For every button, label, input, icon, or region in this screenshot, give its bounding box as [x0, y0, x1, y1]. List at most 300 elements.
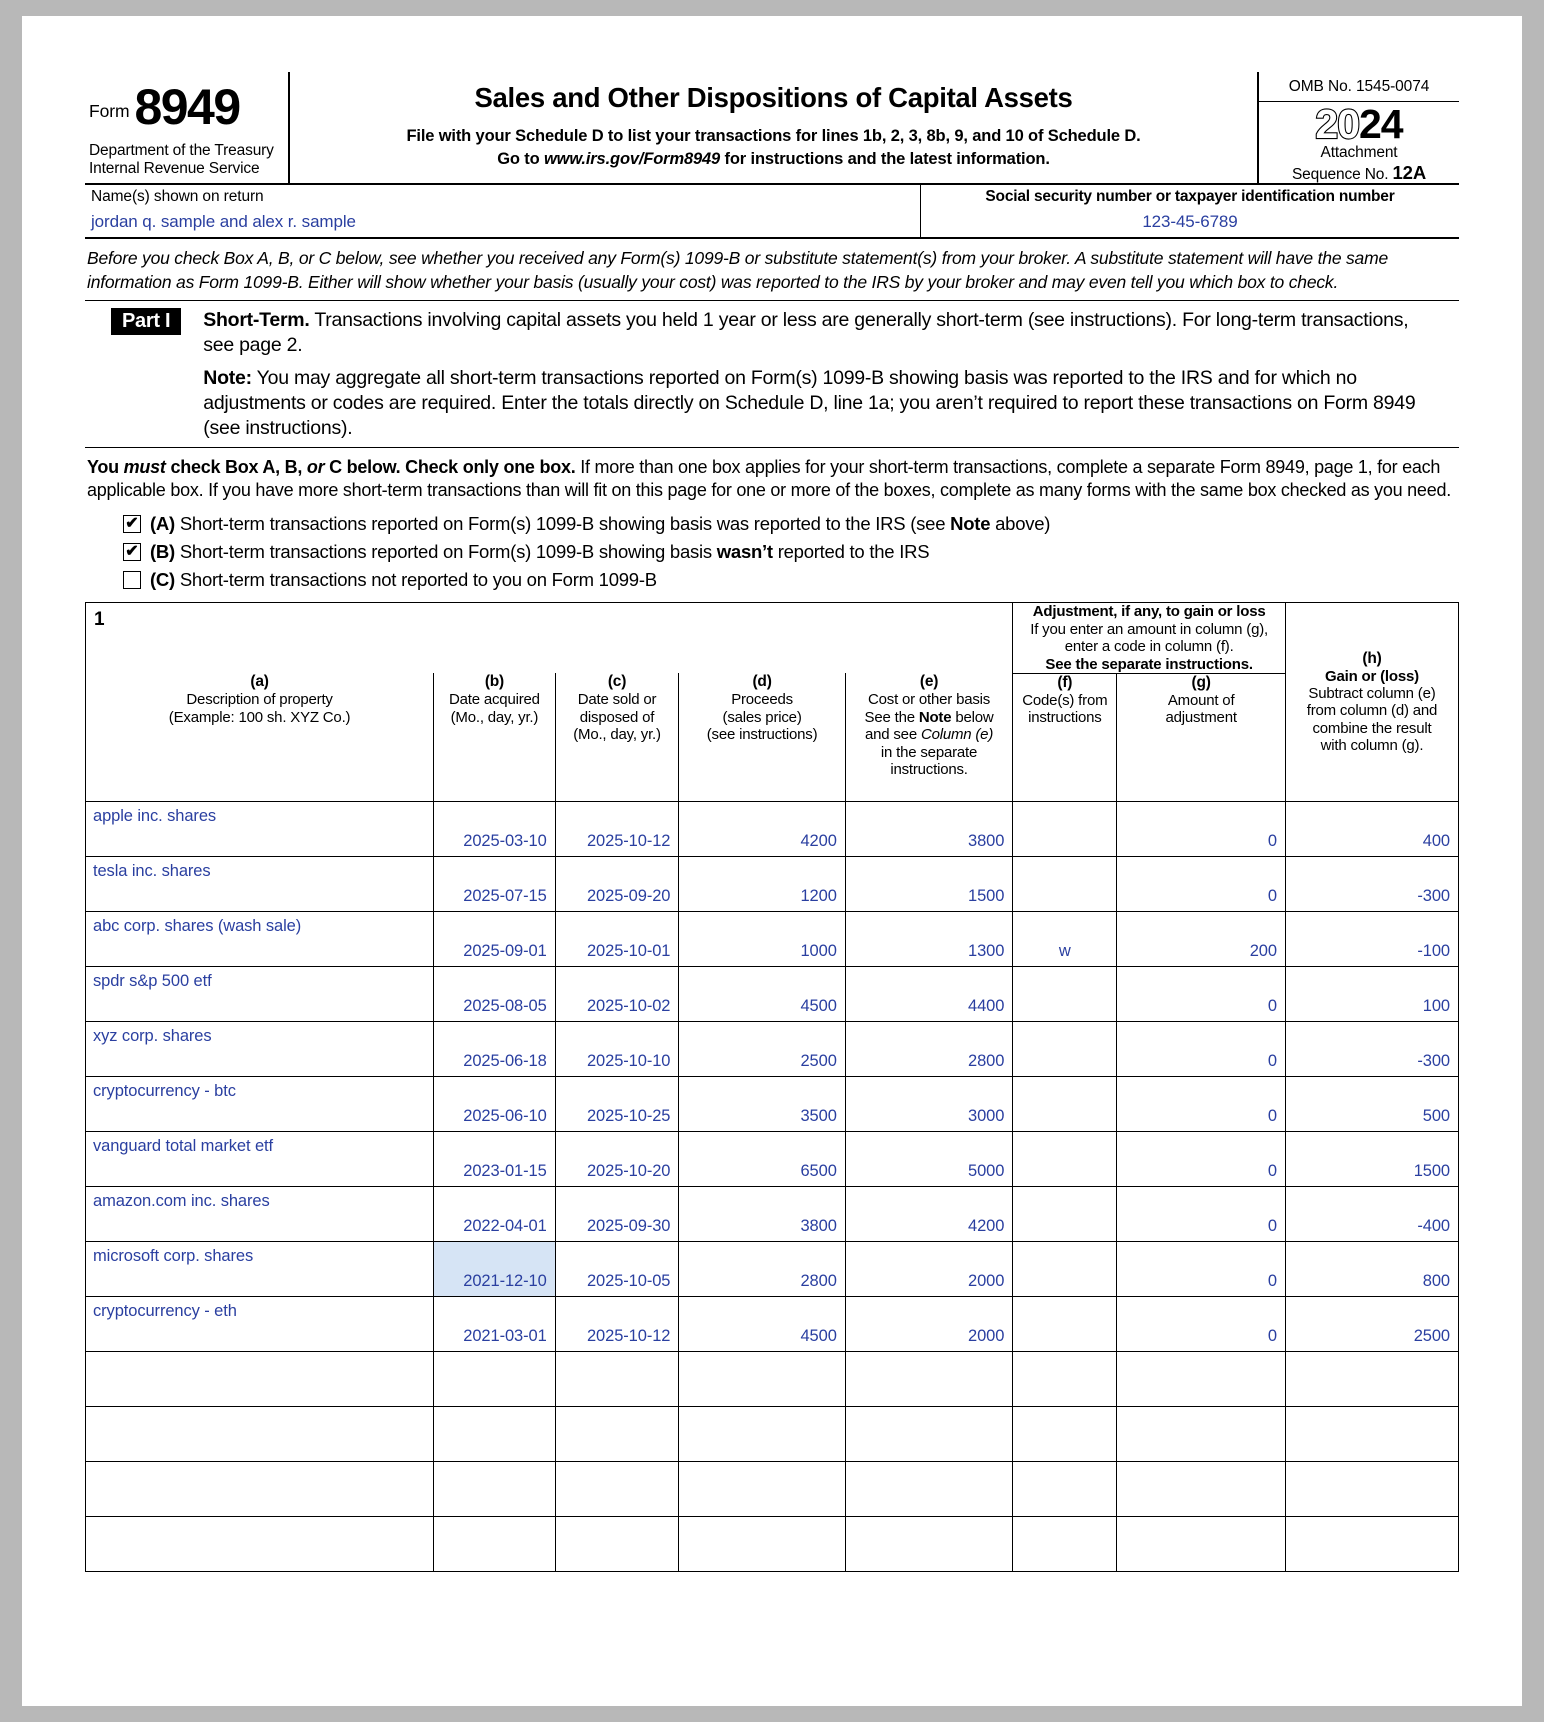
cell-empty[interactable]	[845, 1351, 1013, 1406]
cell-adjustment[interactable]	[1117, 911, 1286, 966]
column-e-line-3	[846, 726, 1013, 743]
column-f-line-2: instructions	[1028, 709, 1102, 727]
cell-value: 0	[1267, 996, 1277, 1015]
cell-gain-loss[interactable]	[1285, 801, 1458, 856]
column-c-header	[555, 673, 679, 801]
column-d-line-2: (sales price)	[722, 708, 802, 726]
cell-value: 5000	[968, 1161, 1005, 1180]
cell-proceeds[interactable]	[679, 856, 845, 911]
header-subtitle	[296, 125, 1251, 172]
table-column-headers	[86, 673, 1459, 801]
column-e-tag: (e)	[919, 673, 939, 691]
cell-cost-basis[interactable]	[845, 1296, 1013, 1351]
cell-adjustment[interactable]	[1117, 856, 1286, 911]
cell-code[interactable]	[1013, 1021, 1117, 1076]
cell-value: 800	[1422, 1271, 1450, 1290]
checkbox-a-text-after: above)	[990, 512, 1051, 534]
cell-empty[interactable]	[86, 1461, 434, 1516]
cell-date-sold[interactable]	[555, 1241, 679, 1296]
must-check-rest: If more than one box applies for your short-term transactions, complete a separate Form 8949, page 1, for each applicable box. If you have more short-term transactions than will fit on this page for one or more of the boxes, complete as many forms with the same box checked as you need.	[87, 456, 1451, 500]
cell-empty[interactable]	[679, 1516, 845, 1571]
cell-value: 2025-10-02	[586, 996, 671, 1015]
table-rows-body	[86, 801, 1459, 1571]
part-one-note-line	[203, 366, 1429, 442]
part-one-heading: Short-Term.	[203, 308, 310, 331]
cell-description[interactable]	[86, 966, 434, 1021]
cell-value: 2025-06-10	[463, 1106, 547, 1125]
adjustment-line-3: See the separate instructions.	[1045, 655, 1253, 673]
adjustment-group-header	[1013, 603, 1286, 674]
column-c-line-2: disposed of	[579, 708, 655, 726]
column-b-header	[434, 673, 556, 801]
cell-value: 0	[1267, 1051, 1277, 1070]
cell-empty[interactable]	[1013, 1351, 1117, 1406]
column-e-l3-pre: and see	[864, 726, 921, 744]
column-g-line-2: adjustment	[1165, 709, 1237, 727]
before-you-check-notice: Before you check Box A, B, or C below, see whether you received any Form(s) 1099-B or substitute statement(s) from your broker. A substitute statement will have the same information as Form 1099-B. Either will show whether your basis (usually your cost) was reported to the IRS by your broker and may even tell you which box to check.	[85, 239, 1459, 301]
irs-url-link[interactable]: www.irs.gov/Form8949	[543, 150, 721, 169]
cell-value: 2025-03-10	[463, 831, 547, 850]
cell-adjustment[interactable]	[1117, 966, 1286, 1021]
agency-line-1: Department of the Treasury	[89, 142, 274, 160]
cell-value: 2021-03-01	[463, 1326, 547, 1345]
cell-adjustment[interactable]	[1117, 1021, 1286, 1076]
cell-date-sold[interactable]	[555, 966, 679, 1021]
table-row[interactable]	[86, 1186, 1459, 1241]
table-row-empty[interactable]	[86, 1516, 1459, 1571]
column-g-header	[1117, 673, 1286, 801]
column-b-tag: (b)	[484, 673, 505, 691]
cell-value: 0	[1267, 1106, 1277, 1125]
cell-description[interactable]	[86, 1076, 434, 1131]
cell-empty[interactable]	[1013, 1461, 1117, 1516]
cell-description[interactable]	[86, 1186, 434, 1241]
cell-value: 2800	[800, 1271, 837, 1290]
cell-empty[interactable]	[1117, 1516, 1286, 1571]
cell-proceeds[interactable]	[679, 911, 845, 966]
tax-year-hollow: 20	[1315, 101, 1359, 147]
cell-cost-basis[interactable]	[845, 1021, 1013, 1076]
cell-value: 2021-12-10	[463, 1271, 547, 1290]
cell-date-acquired[interactable]	[434, 1296, 556, 1351]
cell-empty[interactable]	[1117, 1461, 1286, 1516]
part-one-tag: Part I	[111, 308, 181, 335]
cell-empty[interactable]	[845, 1406, 1013, 1461]
adjustment-line-1: If you enter an amount in column (g),	[1030, 620, 1268, 638]
part-one-heading-rest: Transactions involving capital assets you held 1 year or less are generally short-term (see instructions). For long-term transactions, see page 2.	[203, 308, 1409, 357]
cell-proceeds[interactable]	[679, 966, 845, 1021]
cell-empty[interactable]	[845, 1516, 1013, 1571]
cell-date-acquired[interactable]	[434, 1186, 556, 1241]
cell-description[interactable]	[86, 1296, 434, 1351]
cell-empty[interactable]	[86, 1406, 434, 1461]
cell-date-acquired[interactable]	[434, 911, 556, 966]
table-row-empty[interactable]	[86, 1461, 1459, 1516]
cell-date-sold[interactable]	[555, 856, 679, 911]
cell-description[interactable]	[86, 1241, 434, 1296]
agency-name	[89, 142, 284, 181]
cell-value: 2025-09-30	[586, 1216, 671, 1235]
cell-date-sold[interactable]	[555, 1021, 679, 1076]
cell-value: w	[1058, 941, 1071, 960]
description-value: microsoft corp. shares	[93, 1246, 254, 1265]
column-d-tag: (d)	[752, 673, 772, 691]
cell-value: 500	[1422, 1106, 1450, 1125]
table-row[interactable]	[86, 1131, 1459, 1186]
checkbox-c-text-before: Short-term transactions not reported to you on Form 1099-B	[174, 568, 657, 590]
checkbox-c[interactable]	[123, 571, 141, 589]
cell-value: 0	[1267, 1216, 1277, 1235]
cell-value: 2022-04-01	[463, 1216, 547, 1235]
cell-adjustment[interactable]	[1117, 1186, 1286, 1241]
cell-value: -400	[1417, 1216, 1450, 1235]
column-h-bold: Gain or (loss)	[1325, 667, 1419, 685]
cell-gain-loss[interactable]	[1285, 1186, 1458, 1241]
column-d-line-1: Proceeds	[731, 691, 793, 709]
cell-value: 0	[1267, 1161, 1277, 1180]
checkbox-row-c[interactable]	[123, 566, 1459, 593]
cell-date-acquired[interactable]	[434, 801, 556, 856]
cell-code[interactable]	[1013, 1241, 1117, 1296]
cell-cost-basis[interactable]	[845, 966, 1013, 1021]
cell-value: 2025-10-01	[586, 941, 671, 960]
column-b-line-1: Date acquired	[449, 691, 540, 709]
cell-empty[interactable]	[845, 1461, 1013, 1516]
cell-code[interactable]	[1013, 1186, 1117, 1241]
cell-empty[interactable]	[555, 1516, 679, 1571]
cell-empty[interactable]	[1285, 1461, 1458, 1516]
cell-description[interactable]	[86, 856, 434, 911]
cell-value: 3500	[800, 1106, 837, 1125]
cell-code[interactable]	[1013, 856, 1117, 911]
part-one-heading-line	[203, 308, 1429, 359]
cell-value: 2000	[968, 1326, 1005, 1345]
table-row[interactable]	[86, 966, 1459, 1021]
column-c-tag: (c)	[607, 673, 627, 691]
tax-year	[1315, 101, 1403, 147]
column-e-line-5: instructions.	[890, 760, 968, 778]
must-check-em-or: or	[306, 456, 325, 477]
box-selection-group	[85, 510, 1459, 602]
cell-code[interactable]	[1013, 966, 1117, 1021]
checkbox-b-tag: (B)	[150, 540, 175, 562]
checkbox-b-bold-word: wasn’t	[716, 540, 773, 562]
cell-value: 2000	[968, 1271, 1005, 1290]
part-one-body	[203, 308, 1459, 442]
checkbox-a-tag: (A)	[150, 512, 175, 534]
checkbox-c-label	[150, 569, 657, 591]
goto-suffix: for instructions and the latest information.	[720, 150, 1050, 169]
cell-value: 2025-09-20	[586, 886, 671, 905]
page-title: Sales and Other Dispositions of Capital Assets	[474, 82, 1073, 113]
cell-cost-basis[interactable]	[845, 1131, 1013, 1186]
cell-cost-basis[interactable]	[845, 856, 1013, 911]
cell-date-sold[interactable]	[555, 801, 679, 856]
cell-value: -100	[1417, 941, 1450, 960]
cell-value: 6500	[800, 1161, 837, 1180]
cell-gain-loss[interactable]	[1285, 1296, 1458, 1351]
description-value: apple inc. shares	[93, 806, 217, 825]
part-one-note-label: Note:	[203, 366, 252, 389]
cell-description[interactable]	[86, 801, 434, 856]
omb-number: OMB No. 1545-0074	[1259, 72, 1459, 102]
header-omb-block	[1259, 72, 1459, 183]
cell-value: 2025-07-15	[463, 886, 547, 905]
cell-value: -300	[1417, 1051, 1450, 1070]
form-sheet	[85, 72, 1459, 1572]
table-row[interactable]	[86, 1296, 1459, 1351]
checkbox-a[interactable]: ✔	[123, 515, 141, 533]
cell-proceeds[interactable]	[679, 1186, 845, 1241]
cell-proceeds[interactable]	[679, 1076, 845, 1131]
column-f-tag: (f)	[1057, 673, 1073, 691]
checkbox-b-text-after: reported to the IRS	[772, 540, 930, 562]
cell-adjustment[interactable]	[1117, 1241, 1286, 1296]
cell-value: 3800	[968, 831, 1005, 850]
cell-cost-basis[interactable]	[845, 801, 1013, 856]
cell-value: 2025-09-01	[463, 941, 547, 960]
checkbox-b-label	[150, 541, 929, 563]
cell-description[interactable]	[86, 1021, 434, 1076]
cell-gain-loss[interactable]	[1285, 1241, 1458, 1296]
cell-proceeds[interactable]	[679, 1296, 845, 1351]
cell-date-acquired[interactable]	[434, 1021, 556, 1076]
cell-value: 2025-08-05	[463, 996, 547, 1015]
cell-value: 0	[1267, 886, 1277, 905]
cell-date-sold[interactable]	[555, 1076, 679, 1131]
table-row[interactable]	[86, 1021, 1459, 1076]
cell-code[interactable]	[1013, 1296, 1117, 1351]
cell-empty[interactable]	[434, 1516, 556, 1571]
cell-proceeds[interactable]	[679, 1241, 845, 1296]
checkbox-a-label	[150, 513, 1050, 535]
cell-empty[interactable]	[86, 1516, 434, 1571]
checkbox-row-a[interactable]	[123, 510, 1459, 537]
line-1-number: 1	[94, 609, 105, 631]
transactions-table	[85, 602, 1459, 1572]
name-value: jordan q. sample and alex r. sample	[91, 212, 356, 232]
column-e-header	[845, 673, 1013, 801]
cell-code[interactable]	[1013, 1076, 1117, 1131]
cell-cost-basis[interactable]	[845, 1076, 1013, 1131]
checkbox-b-text-before: Short-term transactions reported on Form(s) 1099-B showing basis	[174, 540, 717, 562]
cell-value: 2025-10-05	[586, 1271, 671, 1290]
checkbox-row-b[interactable]	[123, 538, 1459, 565]
cell-gain-loss[interactable]	[1285, 856, 1458, 911]
table-row-empty[interactable]	[86, 1351, 1459, 1406]
cell-gain-loss[interactable]	[1285, 1021, 1458, 1076]
cell-value: 2025-10-25	[586, 1106, 671, 1125]
cell-value: 0	[1267, 831, 1277, 850]
cell-date-acquired[interactable]	[434, 966, 556, 1021]
cell-empty[interactable]	[434, 1461, 556, 1516]
checkbox-b[interactable]: ✔	[123, 543, 141, 561]
attachment-seq-label: Sequence No.	[1291, 165, 1389, 183]
cell-value: 2800	[968, 1051, 1005, 1070]
column-a-line-1: Description of property	[186, 691, 333, 709]
cell-date-sold[interactable]	[555, 1296, 679, 1351]
header-form-identity	[85, 72, 290, 183]
description-value: vanguard total market etf	[93, 1136, 274, 1155]
cell-empty[interactable]	[1285, 1406, 1458, 1461]
cell-gain-loss[interactable]	[1285, 911, 1458, 966]
cell-empty[interactable]	[434, 1351, 556, 1406]
form-page	[22, 16, 1522, 1706]
form-number: 8949	[134, 79, 240, 135]
column-e-line-4: in the separate	[880, 743, 978, 761]
column-f-header	[1013, 673, 1117, 801]
column-e-line-1: Cost or other basis	[868, 691, 991, 709]
column-d-header	[679, 673, 845, 801]
cell-empty[interactable]	[1285, 1516, 1458, 1571]
cell-code[interactable]	[1013, 801, 1117, 856]
must-check-paragraph	[85, 448, 1459, 511]
cell-empty[interactable]	[679, 1406, 845, 1461]
checkbox-c-tag: (C)	[150, 568, 175, 590]
cell-value: 2025-10-12	[586, 831, 671, 850]
attachment-seq-line	[1259, 162, 1459, 184]
identity-row	[85, 185, 1459, 239]
cell-value: 2500	[800, 1051, 837, 1070]
table-row[interactable]	[86, 1241, 1459, 1296]
cell-value: 4400	[968, 996, 1005, 1015]
ssn-value: 123-45-6789	[1142, 212, 1238, 232]
cell-value: 1000	[800, 941, 837, 960]
cell-proceeds[interactable]	[679, 801, 845, 856]
checkbox-a-bold-word: Note	[950, 512, 991, 534]
cell-gain-loss[interactable]	[1285, 1076, 1458, 1131]
cell-cost-basis[interactable]	[845, 1241, 1013, 1296]
cell-empty[interactable]	[1117, 1351, 1286, 1406]
column-e-line-2	[846, 709, 1013, 726]
cell-adjustment[interactable]	[1117, 1076, 1286, 1131]
must-check-em-must: must	[123, 456, 166, 477]
cell-proceeds[interactable]	[679, 1131, 845, 1186]
column-h-line-2: from column (d) and	[1306, 702, 1438, 720]
cell-empty[interactable]	[1013, 1516, 1117, 1571]
cell-value: -300	[1417, 886, 1450, 905]
table-row[interactable]	[86, 911, 1459, 966]
cell-adjustment[interactable]	[1117, 1131, 1286, 1186]
cell-value: 4500	[800, 996, 837, 1015]
cell-value: 2025-06-18	[463, 1051, 547, 1070]
cell-value: 1200	[800, 886, 837, 905]
column-h-header	[1285, 603, 1458, 802]
cell-empty[interactable]	[555, 1406, 679, 1461]
cell-adjustment[interactable]	[1117, 801, 1286, 856]
cell-value: 1500	[1413, 1161, 1450, 1180]
cell-value: 2025-10-20	[586, 1161, 671, 1180]
header-title-block	[290, 72, 1259, 183]
cell-description[interactable]	[86, 1131, 434, 1186]
description-value: cryptocurrency - btc	[93, 1081, 236, 1100]
cell-date-acquired[interactable]	[434, 1131, 556, 1186]
cell-proceeds[interactable]	[679, 1021, 845, 1076]
column-b-line-2: (Mo., day, yr.)	[450, 708, 539, 726]
description-value: xyz corp. shares	[93, 1026, 212, 1045]
column-a-header	[86, 673, 434, 801]
column-f-line-1: Code(s) from	[1022, 691, 1108, 709]
cell-code[interactable]	[1013, 911, 1117, 966]
table-row-empty[interactable]	[86, 1406, 1459, 1461]
cell-description[interactable]	[86, 911, 434, 966]
must-check-lead: You	[87, 456, 124, 477]
cell-value: 0	[1267, 1271, 1277, 1290]
column-a-line-2: (Example: 100 sh. XYZ Co.)	[168, 708, 351, 726]
cell-empty[interactable]	[679, 1461, 845, 1516]
cell-empty[interactable]	[555, 1461, 679, 1516]
column-e-italic: Column (e)	[920, 726, 994, 744]
cell-value: 2023-01-15	[463, 1161, 547, 1180]
column-d-line-3: (see instructions)	[706, 726, 818, 744]
cell-empty[interactable]	[555, 1351, 679, 1406]
cell-adjustment[interactable]	[1117, 1296, 1286, 1351]
attachment-sequence	[1259, 144, 1459, 183]
column-e-l2-pre: See the	[864, 708, 919, 726]
table-row[interactable]	[86, 856, 1459, 911]
table-row[interactable]	[86, 801, 1459, 856]
cell-value: 4200	[968, 1216, 1005, 1235]
adjustment-title: Adjustment, if any, to gain or loss	[1032, 603, 1266, 621]
ssn-label: Social security number or taxpayer identification number	[985, 188, 1395, 206]
cell-date-sold[interactable]	[555, 1186, 679, 1241]
form-header	[85, 72, 1459, 185]
cell-value: 2025-10-12	[586, 1326, 671, 1345]
cell-value: 0	[1267, 1326, 1277, 1345]
column-h-line-1: Subtract column (e)	[1308, 685, 1436, 703]
name-label: Name(s) shown on return	[91, 188, 264, 206]
cell-empty[interactable]	[1013, 1406, 1117, 1461]
cell-gain-loss[interactable]	[1285, 966, 1458, 1021]
cell-gain-loss[interactable]	[1285, 1131, 1458, 1186]
cell-date-acquired[interactable]	[434, 1076, 556, 1131]
cell-empty[interactable]	[434, 1406, 556, 1461]
line-1-number-cell	[86, 603, 1013, 674]
tax-year-block	[1259, 102, 1459, 183]
cell-empty[interactable]	[1117, 1406, 1286, 1461]
cell-date-acquired[interactable]	[434, 856, 556, 911]
tax-year-solid: 24	[1359, 101, 1403, 147]
attachment-label: Attachment	[1320, 144, 1398, 161]
cell-date-sold[interactable]	[555, 911, 679, 966]
must-check-mid2: C below. Check only one box.	[324, 456, 576, 477]
column-a-tag: (a)	[250, 673, 269, 691]
column-e-l2-post: below	[951, 708, 994, 726]
cell-code[interactable]	[1013, 1131, 1117, 1186]
subtitle-schedule-d: File with your Schedule D to list your transactions for lines 1b, 2, 3, 8b, 9, and 10 of Schedule D.	[406, 127, 1141, 145]
column-g-line-1: Amount of	[1167, 691, 1235, 709]
ssn-field-cell[interactable]	[921, 185, 1459, 237]
cell-empty[interactable]	[679, 1351, 845, 1406]
description-value: tesla inc. shares	[93, 861, 211, 880]
table-header-band	[86, 603, 1459, 674]
cell-date-sold[interactable]	[555, 1131, 679, 1186]
cell-value: 200	[1249, 941, 1277, 960]
cell-empty[interactable]	[1285, 1351, 1458, 1406]
column-h-line-3: combine the result	[1312, 719, 1432, 737]
cell-value: 400	[1422, 831, 1450, 850]
cell-value: 1500	[968, 886, 1005, 905]
cell-date-acquired[interactable]	[434, 1241, 556, 1296]
cell-cost-basis[interactable]	[845, 911, 1013, 966]
cell-value: 3800	[800, 1216, 837, 1235]
table-row[interactable]	[86, 1076, 1459, 1131]
cell-cost-basis[interactable]	[845, 1186, 1013, 1241]
cell-empty[interactable]	[86, 1351, 434, 1406]
name-field-cell[interactable]	[85, 185, 921, 237]
column-g-tag: (g)	[1191, 673, 1211, 691]
goto-prefix: Go to	[497, 150, 544, 169]
